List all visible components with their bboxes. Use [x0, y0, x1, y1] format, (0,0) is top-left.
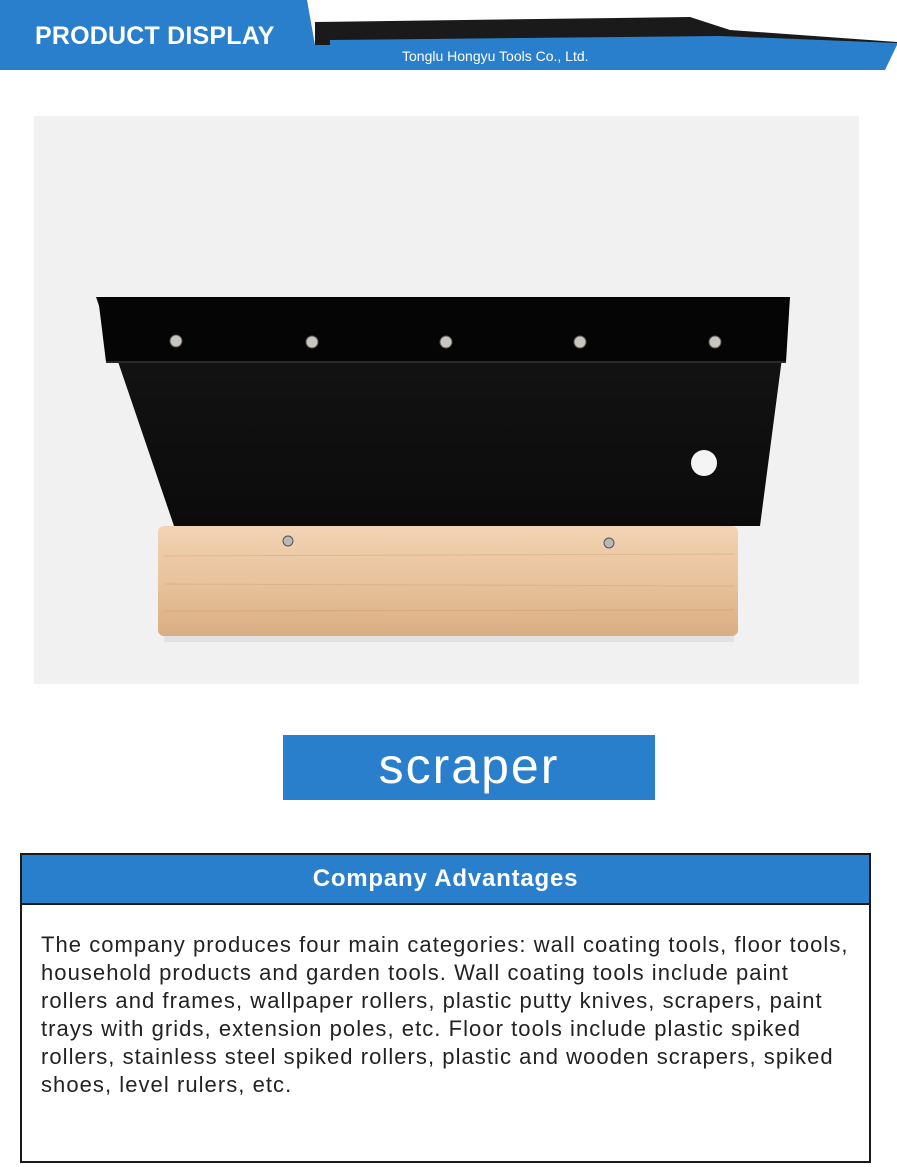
company-advantages-panel	[20, 853, 871, 1163]
header-banner	[0, 0, 897, 75]
product-name-badge	[283, 735, 655, 800]
advantages-header	[22, 855, 869, 905]
advantages-text: The company produces four main categories: wall coating tools, floor tools, household products and garden tools. Wall coating tools include paint rollers and frames, wallpaper rollers, plastic putty knives, scrapers, paint trays with grids, extension poles, etc. Floor tools include plastic spiked rollers, stainless steel spiked rollers, plastic and wooden scrapers, spiked shoes, level rulers, etc.	[41, 932, 849, 1097]
advantages-title: Company Advantages	[312, 865, 579, 892]
product-image	[34, 116, 859, 684]
product-name: scraper	[378, 737, 560, 794]
company-name: Tonglu Hongyu Tools Co., Ltd.	[402, 48, 589, 64]
page-title: PRODUCT DISPLAY	[35, 22, 275, 50]
